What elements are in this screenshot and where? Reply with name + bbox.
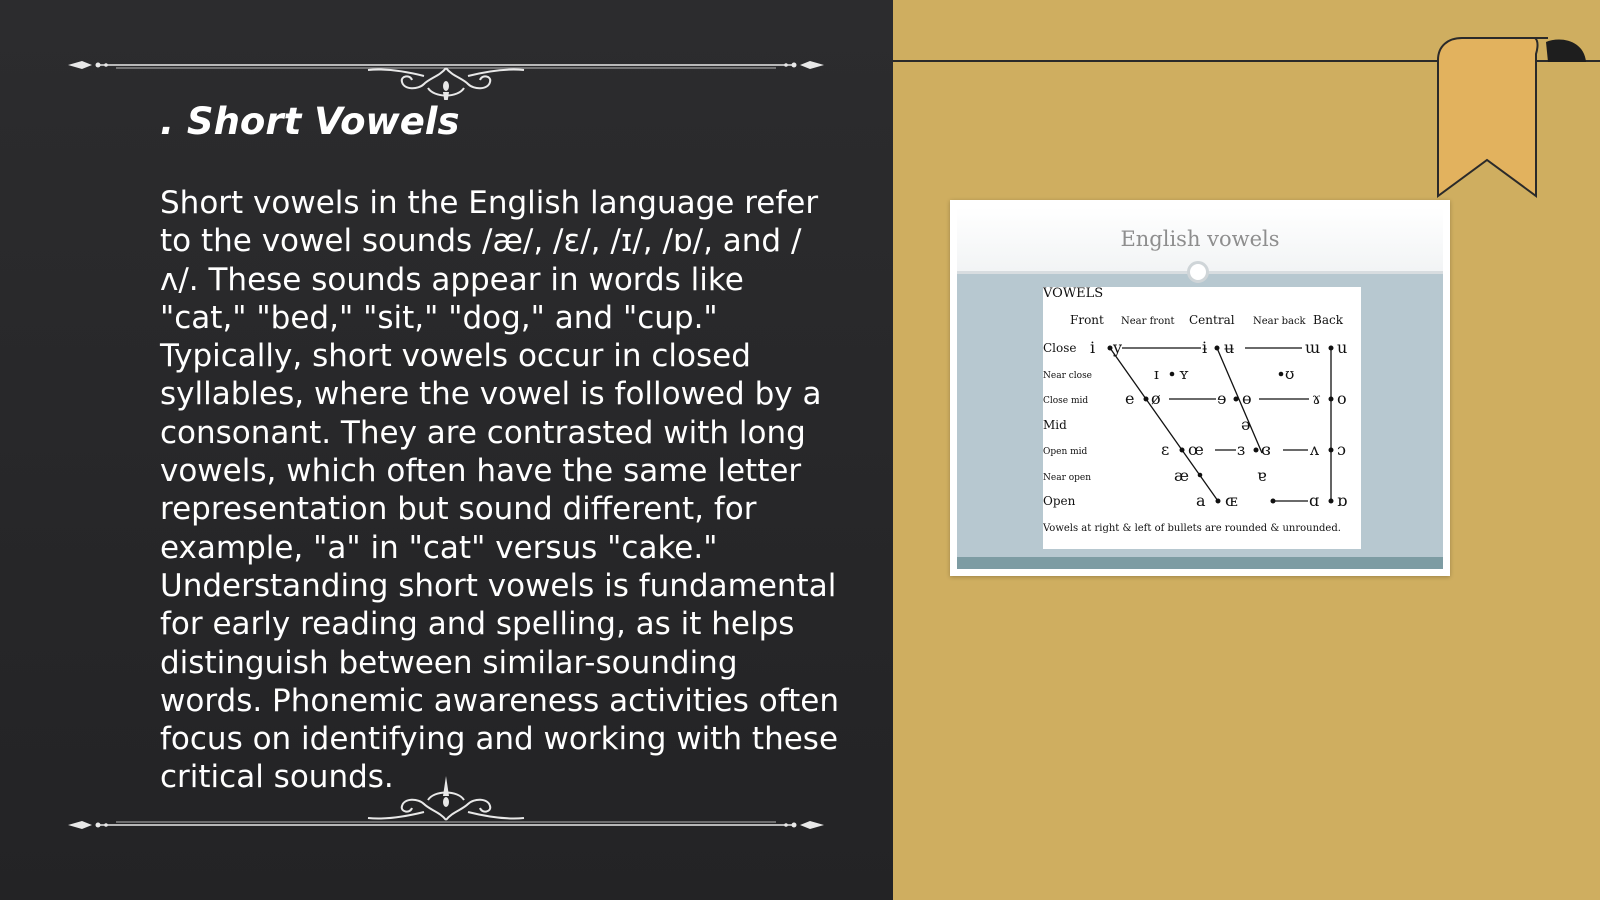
vowel-symbol: ʊ	[1285, 365, 1295, 383]
row-label: Close	[1043, 341, 1077, 355]
image-frame	[957, 207, 1443, 569]
image-title: English vowels	[1120, 227, 1280, 251]
vowel-symbol: ɪ	[1154, 365, 1159, 383]
bottom-ornament-divider	[68, 770, 824, 830]
row-label: Open	[1043, 494, 1076, 508]
vowel-chart	[1043, 287, 1361, 549]
vowel-symbol: œ	[1188, 440, 1204, 459]
vowel-symbol: ɐ	[1257, 466, 1267, 485]
vowel-symbol: o	[1337, 389, 1347, 408]
vowel-symbol: ɨ	[1202, 338, 1208, 357]
vowel-symbol: i	[1090, 338, 1096, 357]
vowel-symbol: ɔ	[1337, 440, 1346, 459]
row-label: Close mid	[1043, 396, 1089, 406]
column-label: Back	[1313, 313, 1343, 327]
vowel-symbol: y	[1113, 338, 1123, 357]
column-label: Central	[1189, 313, 1235, 327]
row-label: Open mid	[1043, 447, 1088, 457]
vowel-symbol: ɘ	[1217, 389, 1227, 408]
vowel-symbol: ʌ	[1310, 440, 1320, 459]
column-label: Near front	[1121, 316, 1175, 327]
vowel-symbol: ə	[1241, 415, 1251, 434]
vowel-symbol: ɯ	[1305, 338, 1321, 357]
chart-heading: VOWELS	[1043, 287, 1104, 301]
vowel-symbol: ɶ	[1225, 491, 1238, 510]
vowel-symbol: e	[1125, 389, 1135, 408]
slide-body-text: Short vowels in the English language refer to the vowel sounds /æ/, /ɛ/, /ɪ/, /ɒ/, and /ʌ/. These sounds appear in words like "cat," "bed," "sit," "dog," and "cup." Typically, short vowels occur in closed syllables, where the vowel is followed by a consonant. They are contrasted with long vowels, which often have the same letter representation but sound different, for example, "a" in "cat" versus "cake." Understanding short vowels is fundamental for early reading and spelling, as it helps distinguish between similar-sounding words. Phonemic awareness activities often focus on identifying and working with these critical sounds.	[160, 185, 839, 796]
bookmark-ribbon-icon	[1436, 36, 1586, 200]
row-label: Mid	[1043, 418, 1067, 432]
vowel-symbol: ʉ	[1224, 338, 1235, 357]
vowel-symbol: ɵ	[1242, 389, 1252, 408]
row-label: Near close	[1043, 371, 1093, 381]
vowel-symbol: ɑ	[1309, 491, 1320, 510]
vowel-symbol: ɤ	[1312, 389, 1322, 408]
vowel-symbol: ɞ	[1261, 440, 1271, 459]
row-label: Near open	[1043, 473, 1092, 483]
vowel-symbol: ɛ	[1161, 440, 1170, 459]
vowel-symbol: ø	[1151, 389, 1161, 408]
chart-note: Vowels at right & left of bullets are rounded & unrounded.	[1043, 523, 1341, 534]
vowel-symbol: a	[1196, 491, 1206, 510]
vowel-symbol: ɒ	[1337, 491, 1348, 510]
vowel-symbol: ɜ	[1237, 440, 1246, 459]
vowel-symbol: u	[1337, 338, 1348, 357]
vowel-symbol: æ	[1174, 466, 1190, 485]
column-label: Front	[1070, 313, 1104, 327]
column-label: Near back	[1253, 316, 1306, 327]
top-ornament-divider	[68, 40, 824, 100]
slide-title: . Short Vowels	[160, 100, 460, 143]
vowel-chart-image	[950, 200, 1450, 576]
ring-icon	[1187, 261, 1209, 283]
image-footer-bar	[957, 557, 1443, 569]
vowel-symbol: ʏ	[1179, 365, 1189, 383]
